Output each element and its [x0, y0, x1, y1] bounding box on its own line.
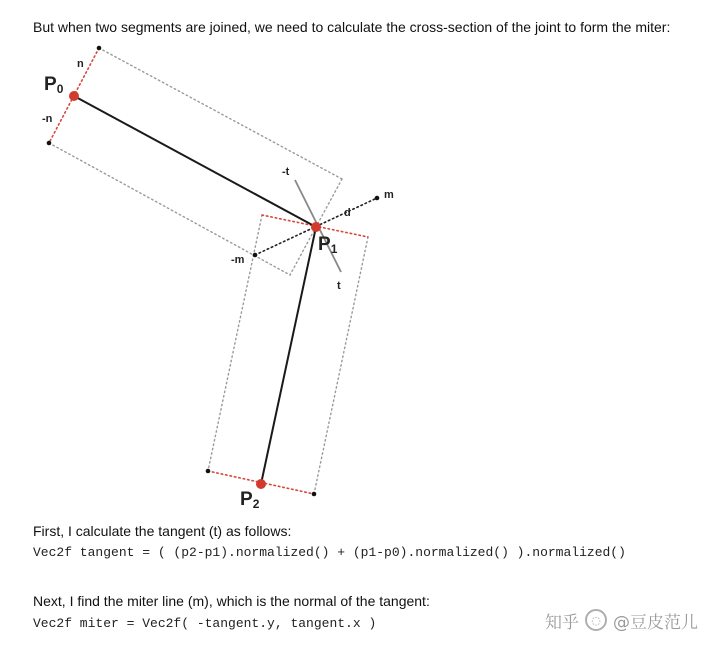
tangent-intro-text: First, I calculate the tangent (t) as follows:	[33, 523, 292, 539]
label-p0: P0	[44, 74, 64, 96]
watermark	[545, 606, 698, 634]
miter-intro-text: Next, I find the miter line (m), which is the normal of the tangent:	[33, 593, 430, 609]
label-neg-m: -m	[231, 254, 245, 266]
label-t: t	[337, 280, 341, 292]
tangent-code-line: Vec2f tangent = ( (p2-p1).normalized() + (p1-p0).normalized() ).normalized()	[33, 545, 626, 560]
point-p2	[256, 479, 266, 489]
point-p1	[311, 222, 321, 232]
outline-seg2-right	[314, 237, 368, 494]
label-m: m	[384, 189, 394, 201]
outline-seg1-top	[99, 48, 342, 179]
watermark-logo-icon: ◌	[585, 609, 607, 631]
cap-edges	[49, 48, 368, 494]
label-neg-n: -n	[42, 113, 53, 125]
point-p0	[69, 91, 79, 101]
miter-code-line: Vec2f miter = Vec2f( -tangent.y, tangent.x )	[33, 616, 377, 631]
segment-outlines	[49, 48, 368, 494]
intro-text: But when two segments are joined, we need to calculate the cross-section of the joint to form the miter:	[33, 19, 671, 35]
label-d: d	[344, 207, 351, 219]
corner-dots	[47, 46, 380, 497]
segment-p1-p2	[261, 227, 316, 484]
label-n: n	[77, 58, 84, 70]
label-neg-t: -t	[282, 166, 290, 178]
segment-p0-p1	[74, 96, 316, 227]
watermark-platform: 知乎	[545, 612, 579, 633]
watermark-account: @豆皮范儿	[613, 612, 698, 633]
label-p1: P1	[318, 234, 338, 256]
label-p2: P2	[240, 489, 260, 511]
